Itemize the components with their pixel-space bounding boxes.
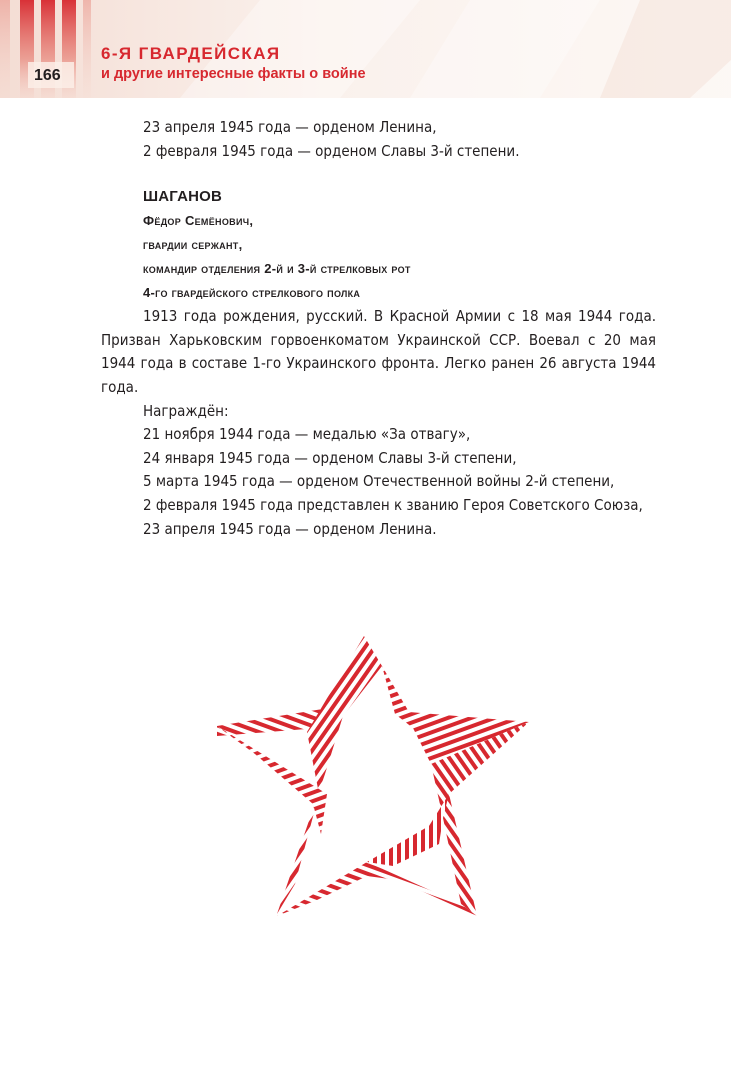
entry-separator <box>101 163 656 185</box>
award-item: 2 февраля 1945 года представлен к званию Героя Советского Союза, <box>143 495 643 514</box>
award-item: 5 марта 1945 года — орденом Отечественной войны 2-й степени, <box>143 472 615 491</box>
striped-star-icon <box>217 604 529 920</box>
running-title-subtitle: и другие интересные факты о войне <box>101 66 366 82</box>
page-number: 166 <box>34 67 61 84</box>
award-item: 21 ноября 1944 года — медалью «За отвагу», <box>143 425 471 444</box>
entry-awarded-label: Награждён: <box>143 401 229 420</box>
entry-given-names: Фёдор Семёнович, <box>143 213 254 229</box>
running-title <box>101 44 366 84</box>
running-title-main: 6-Я ГВАРДЕЙСКАЯ <box>101 44 281 63</box>
entry-biography: 1913 года рождения, русский. В Красной Армии с 18 мая 1944 года. Призван Харьковским горвоенкоматом Украинской ССР. Воевал с 20 мая 1944 года в составе 1-го Украинского фронта. Легко ранен 26 августа 1944 года. <box>101 307 656 396</box>
previous-award-line: 23 апреля 1945 года — орденом Ленина, <box>143 118 437 136</box>
page-content <box>101 116 656 541</box>
award-item: 23 апреля 1945 года — орденом Ленина. <box>143 519 437 538</box>
entry-position: командир отделения 2-й и 3-й стрелковых рот <box>143 261 411 277</box>
entry-surname: ШАГАНОВ <box>143 188 223 206</box>
striped-star-graphic <box>217 604 529 920</box>
page-header <box>0 0 731 98</box>
previous-award-line: 2 февраля 1945 года — орденом Славы 3-й степени. <box>143 141 520 160</box>
entry-rank: гвардии сержант, <box>143 237 243 253</box>
entry-unit: 4-го гвардейского стрелкового полка <box>143 285 361 301</box>
award-item: 24 января 1945 года — орденом Славы 3-й степени, <box>143 448 517 467</box>
